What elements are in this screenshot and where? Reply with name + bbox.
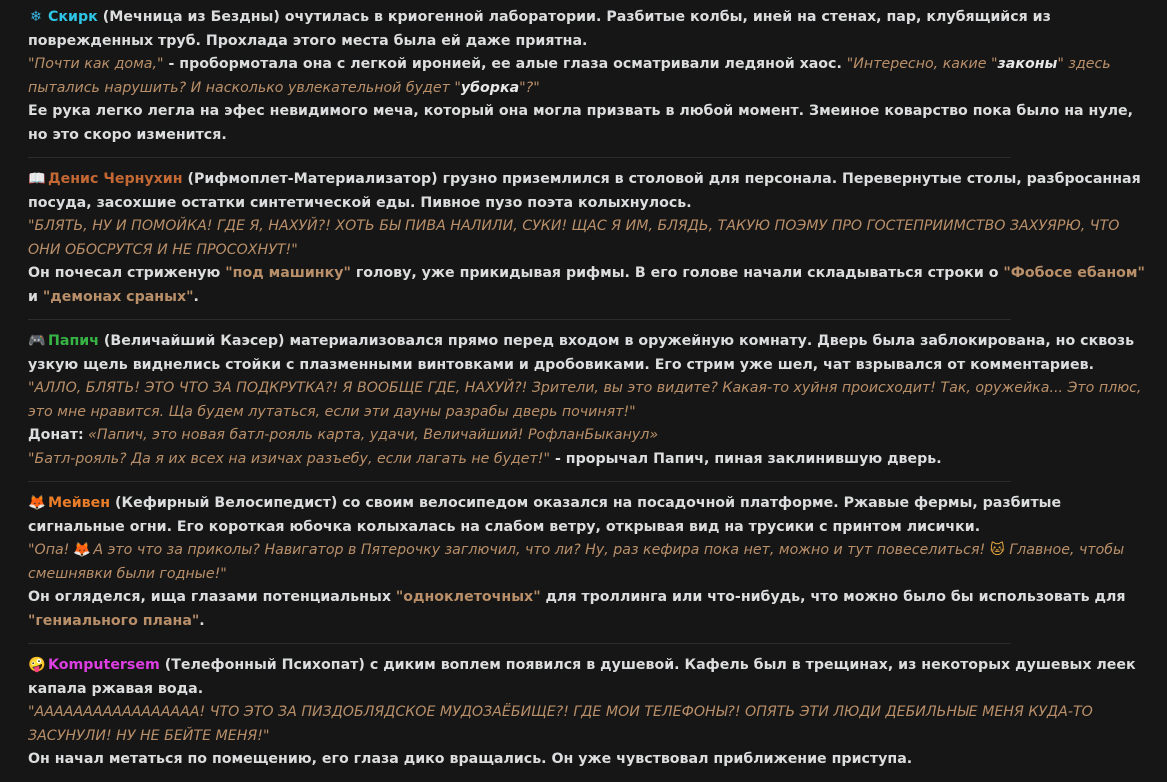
character-name-meiven[interactable]: Мейвен (48, 495, 111, 511)
fox-icon: 🦊 (73, 542, 92, 558)
quote-text: "Почти как дома," (28, 56, 164, 72)
outro-text: Он почесал стриженую "под машинку" голову, уже прикидывая рифмы. В его голове начали складываться строки о "Фобосе ебаном" и "демонах сраных". (28, 265, 1145, 305)
character-name-papich[interactable]: Папич (48, 333, 99, 349)
narration-text: - пробормотала она с легкой иронией, ее алые глаза осматривали ледяной хаос. (163, 56, 847, 72)
character-name-denis[interactable]: Денис Чернухин (48, 171, 183, 187)
character-name-skirk[interactable]: Скирк (48, 9, 98, 25)
post-divider (28, 481, 1011, 482)
character-role: (Величайший Каэсер) (103, 333, 285, 349)
quote-text: "Батл-рояль? Да я их всех на изичах разъебу, если лагать не будет!" (28, 450, 551, 467)
highlight-text: "под машинку" (225, 265, 351, 281)
fox-icon: 🦊 (28, 495, 46, 511)
character-role: (Кефирный Велосипедист) (115, 495, 338, 511)
post-intro (28, 6, 1147, 53)
donation-label: Донат: (28, 427, 84, 443)
intro-text: со своим велосипедом оказался на посадочной платформе. Ржавые фермы, разбитые сигнальные огни. Его короткая юбочка колыхалась на слабом ветру, открывая вид на трусики с принтом лисички. (28, 495, 1062, 535)
highlight-text: "демонах сраных" (42, 288, 194, 305)
outro-text: Ее рука легко легла на эфес невидимого меча, который она могла призвать в любой момент. Змеиное коварство пока было на нуле, но это скоро изменится. (28, 103, 1134, 143)
post-intro (28, 654, 1147, 701)
donation-line (28, 424, 1147, 448)
post-divider (28, 157, 1011, 158)
intro-text: материализовался прямо перед входом в оружейную комнату. Дверь была заблокирована, но сквозь узкую щель виднелись стойки с плазменными винтовками и дробовиками. Его стрим уже шел, чат взрывался от комментариев. (28, 333, 1135, 373)
crazy-face-icon: 🤪 (28, 657, 46, 673)
outro-text: Он начал метаться по помещению, его глаза дико вращались. Он уже чувствовал приближение приступа. (28, 751, 913, 767)
quote-text: "БЛЯТЬ, НУ И ПОМОЙКА! ГДЕ Я, НАХУЙ?! ХОТЬ БЫ ПИВА НАЛИЛИ, СУКИ! ЩАС Я ИМ, БЛЯДЬ, ТАКУЮ ПОЭМУ ПРО ГОСТЕПРИИМСТВО ЗАХУЯРЮ, ЧТО ОНИ ОБОСРУТСЯ И НЕ ПРОСОХНУТ!" (28, 218, 1120, 258)
quote-text: "ААААААААААААААААА! ЧТО ЭТО ЗА ПИЗДОБЛЯДСКОЕ МУДОЗАЁБИЩЕ?! ГДЕ МОИ ТЕЛЕФОНЫ?! ОПЯТЬ ЭТИ ЛЮДИ ДЕБИЛЬНЫЕ МЕНЯ КУДА-ТО ЗАСУНУЛИ! НУ НЕ БЕЙТЕ МЕНЯ!" (28, 704, 1093, 744)
cat-icon: 🐱 (989, 542, 1005, 558)
post-intro (28, 168, 1147, 215)
post-divider (28, 643, 1011, 644)
post-divider (28, 319, 1011, 320)
quote-text: "АЛЛО, БЛЯТЬ! ЭТО ЧТО ЗА ПОДКРУТКА?! Я ВООБЩЕ ГДЕ, НАХУЙ?! Зрители, вы это видите? Какая-то хуйня происходит! Так, оружейка... Это плюс, это мне нравится. Ща будем лутаться, если эти дауны разрабы дверь починят!" (28, 380, 1142, 420)
post-intro (28, 492, 1147, 539)
gamepad-icon: 🎮 (28, 333, 46, 349)
quote-line (28, 448, 1147, 472)
post-meiven (28, 492, 1147, 643)
outro-text: Он огляделся, ища глазами потенциальных "одноклеточных" для троллинга или что-нибудь, что можно было бы использовать для "гениального плана". (28, 589, 1126, 629)
highlight-text: "одноклеточных" (395, 589, 541, 605)
post-intro (28, 330, 1147, 377)
character-role: (Рифмоплет-Материализатор) (187, 171, 438, 187)
book-icon: 📖 (28, 171, 46, 187)
character-role: (Телефонный Психопат) (164, 657, 365, 673)
quote-text: "Опа! 🦊 А это что за приколы? Навигатор в Пятерочку заглючил, что ли? Ну, раз кефира пока нет, можно и тут повеселиться! 🐱 Главное, чтобы смешнявки были годные!" (28, 539, 1147, 586)
post-denis (28, 168, 1147, 319)
emphasis-text: уборка (460, 79, 520, 96)
emphasis-text: законы (997, 56, 1058, 72)
highlight-text: "Фобосе ебаном" (1003, 265, 1145, 281)
quote-text: "Интересно, какие "законы" здесь пытались нарушить? И насколько увлекательной будет "уборка"?" (28, 56, 1111, 96)
snowflake-icon: ❄ (30, 9, 42, 25)
character-name-komputersem[interactable]: Komputersem (48, 657, 160, 673)
donation-text: «Папич, это новая батл-рояль карта, удачи, Величайший! РофланБыканул» (83, 427, 659, 443)
highlight-text: "гениального плана" (28, 612, 200, 629)
intro-text: с диким воплем появился в душевой. Кафель был в трещинах, из некоторых душевых леек капала ржавая вода. (28, 657, 1136, 697)
intro-text: грузно приземлился в столовой для персонала. Перевернутые столы, разбросанная посуда, засохшие остатки синтетической еды. Пивное пузо поэта колыхнулось. (28, 171, 1141, 211)
post-papich (28, 330, 1147, 481)
post-skirk (28, 6, 1147, 157)
intro-text: очутилась в криогенной лаборатории. Разбитые колбы, иней на стенах, пар, клубящийся из поврежденных труб. Прохлада этого места была ей даже приятна. (28, 9, 1051, 49)
character-role: (Мечница из Бездны) (102, 9, 280, 25)
narration-text: - прорычал Папич, пиная заклинившую дверь. (550, 450, 942, 467)
post-komputersem (28, 654, 1147, 782)
quote-line (28, 53, 1147, 100)
